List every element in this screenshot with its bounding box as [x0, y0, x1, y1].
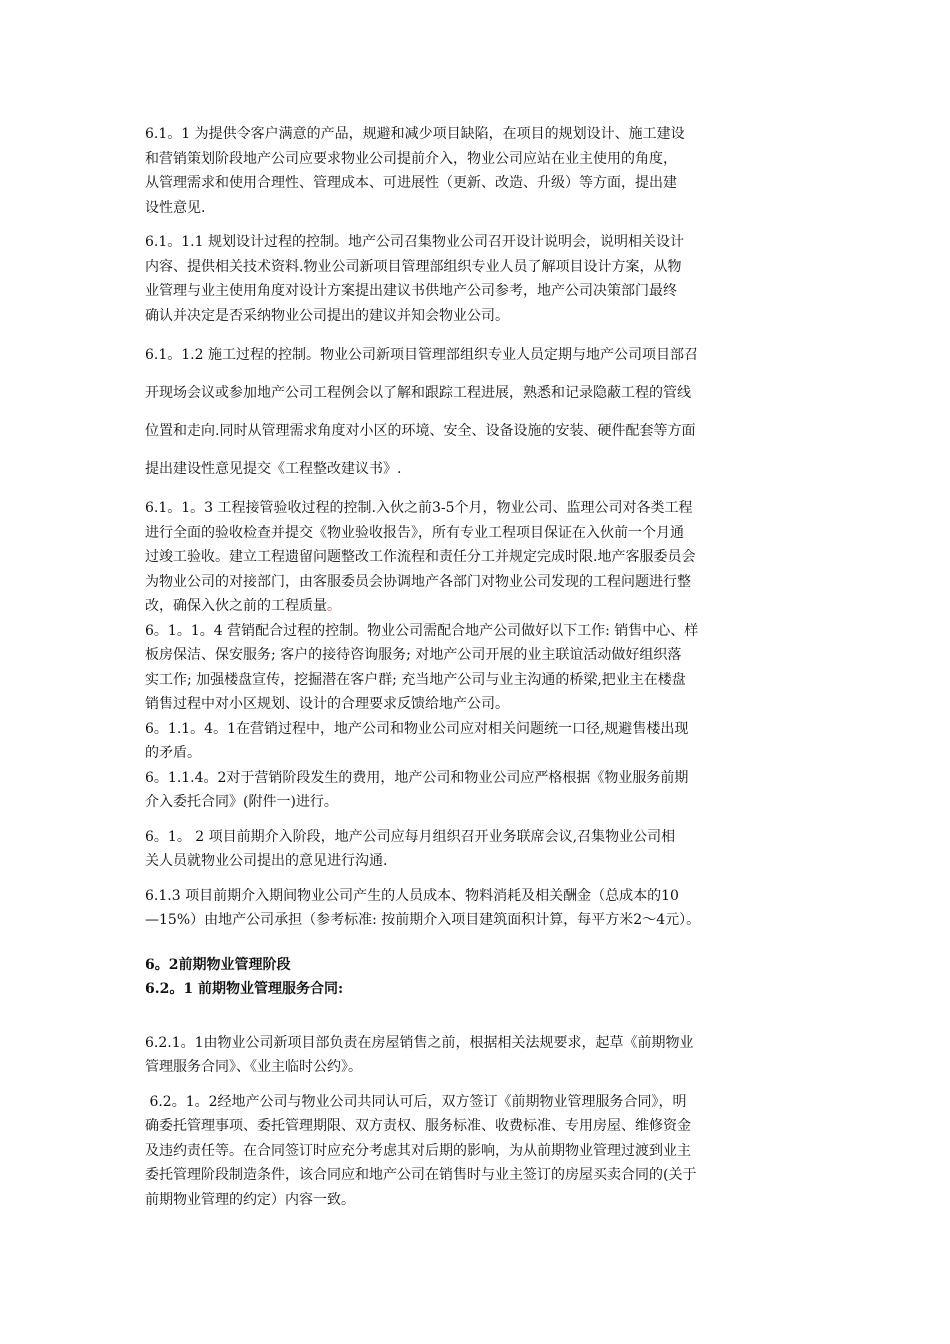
text-line: 6.2。1。2经地产公司与物业公司共同认可后，双方签订《前期物业管理服务合同》，明: [145, 1093, 687, 1110]
text-line: 位置和走向.同时从管理需求角度对小区的环境、安全、设备设施的安装、硬件配套等方面: [145, 423, 696, 439]
text-line: 6.2.1。1由物业公司新项目部负责在房屋销售之前，根据相关法规要求，起草《前期物业: [145, 1034, 694, 1051]
text-line: 为物业公司的对接部门，由客服委员会协调地产各部门对物业公司发现的工程问题进行整: [145, 573, 691, 590]
text-line: 业管理与业主使用角度对设计方案提出建议书供地产公司参考，地产公司决策部门最终: [145, 283, 677, 299]
text-line: 管理服务合同》、《业主临时公约》。: [145, 1059, 362, 1075]
document-page: [145, 122, 813, 1212]
text-line: 6。1.1.4。2对于营销阶段发生的费用，地产公司和物业公司应严格根据《物业服务前期: [145, 769, 689, 786]
text-line: 介入委托合同》(附件一)进行。: [145, 794, 338, 810]
text-line: 过竣工验收。建立工程遗留问题整改工作流程和责任分工并规定完成时限.地产客服委员会: [145, 549, 696, 565]
text-line: [145, 594, 813, 619]
text-line: 6。1.1。4。1在营销过程中，地产公司和物业公司应对相关问题统一口径,规避售楼出现: [145, 720, 689, 737]
text-line: 及违约责任等。在合同签订时应充分考虑其对后期的影响，为从前期物业管理过渡到业主: [145, 1142, 691, 1159]
paragraph-6-1-3: [145, 884, 813, 933]
paragraph-6-1-1-3: [145, 496, 813, 619]
text-line: 6。1。1。4 营销配合过程的控制。物业公司需配合地产公司做好以下工作: 销售中心、样: [145, 622, 699, 639]
text-line: 设性意见.: [145, 199, 206, 216]
paragraph-6-1-1-1: [145, 230, 813, 328]
text-line: 关人员就物业公司提出的意见进行沟通.: [145, 853, 388, 869]
text-line: 从管理需求和使用合理性、管理成本、可进展性（更新、改造、升级）等方面，提出建: [145, 175, 677, 191]
text-line: 6。1。 2 项目前期介入阶段，地产公司应每月组织召开业务联席会议,召集物业公司相: [145, 828, 676, 845]
text-line: 6.1。1.2 施工过程的控制。物业公司新项目管理部组织专业人员定期与地产公司项目部召: [145, 347, 698, 363]
paragraph-6-1-1-2: [145, 336, 813, 488]
text-line: 前期物业管理的约定）内容一致。: [145, 1191, 355, 1208]
subsection-heading-6-2-1: 6.2。1 前期物业管理服务合同:: [145, 980, 344, 997]
text-line: 6.1。1.1 规划设计过程的控制。地产公司召集物业公司召开设计说明会，说明相关设计: [145, 234, 684, 250]
text-line: 实工作; 加强楼盘宣传，挖掘潜在客户群; 充当地产公司与业主沟通的桥梁,把业主在楼盘: [145, 671, 686, 688]
text-line: 委托管理阶段制造条件，该合同应和地产公司在销售时与业主签订的房屋买卖合同的(关于: [145, 1167, 697, 1183]
text-line: 6.1.3 项目前期介入期间物业公司产生的人员成本、物料消耗及相关酬金（总成本的10: [145, 887, 679, 904]
paragraph-6-2-1-2: [145, 1090, 813, 1213]
red-period-mark: 。: [327, 598, 341, 614]
text-line: 6.1。1 为提供令客户满意的产品，规避和减少项目缺陷，在项目的规划设计、施工建设: [145, 126, 685, 142]
text-segment: 改，确保入伙之前的工程质量: [145, 598, 327, 614]
text-line: 6.1。1。3 工程接管验收过程的控制.入伙之前3-5个月，物业公司、监理公司对各类工程: [145, 500, 693, 516]
text-line: 的矛盾。: [145, 745, 201, 761]
text-line: 开现场会议或参加地产公司工程例会以了解和跟踪工程进展，熟悉和记录隐蔽工程的管线: [145, 385, 691, 401]
section-heading-6-2: 6。2前期物业管理阶段: [145, 956, 291, 973]
text-line: 确委托管理事项、委托管理期限、双方责权、服务标准、收费标准、专用房屋、维修资金: [145, 1118, 691, 1134]
text-line: 进行全面的验收检查并提交《物业验收报告》，所有专业工程项目保证在入伙前一个月通: [145, 524, 684, 541]
paragraph-6-1-1-4-2: [145, 766, 813, 815]
text-line: 销售过程中对小区规划、设计的合理要求反馈给地产公司。: [145, 696, 509, 712]
paragraph-6-1-1-4: [145, 619, 813, 717]
text-line: 提出建设性意见提交《工程整改建议书》.: [145, 461, 402, 477]
paragraph-6-2-1-1: [145, 1031, 813, 1080]
text-line: —15%）由地产公司承担（参考标准: 按前期介入项目建筑面积计算，每平方米2～4元）。: [145, 912, 701, 928]
paragraph-6-1-1-4-1: [145, 717, 813, 766]
paragraph-6-1-2: [145, 825, 813, 874]
text-line: 和营销策划阶段地产公司应要求物业公司提前介入，物业公司应站在业主使用的角度，: [145, 150, 677, 167]
text-line: 内容、提供相关技术资料.物业公司新项目管理部组织专业人员了解项目设计方案，从物: [145, 258, 682, 275]
text-line: 确认并决定是否采纳物业公司提出的建议并知会物业公司。: [145, 307, 509, 324]
text-line: 板房保洁、保安服务; 客户的接待咨询服务; 对地产公司开展的业主联谊活动做好组织落: [145, 647, 682, 663]
paragraph-6-1-1: [145, 122, 813, 220]
